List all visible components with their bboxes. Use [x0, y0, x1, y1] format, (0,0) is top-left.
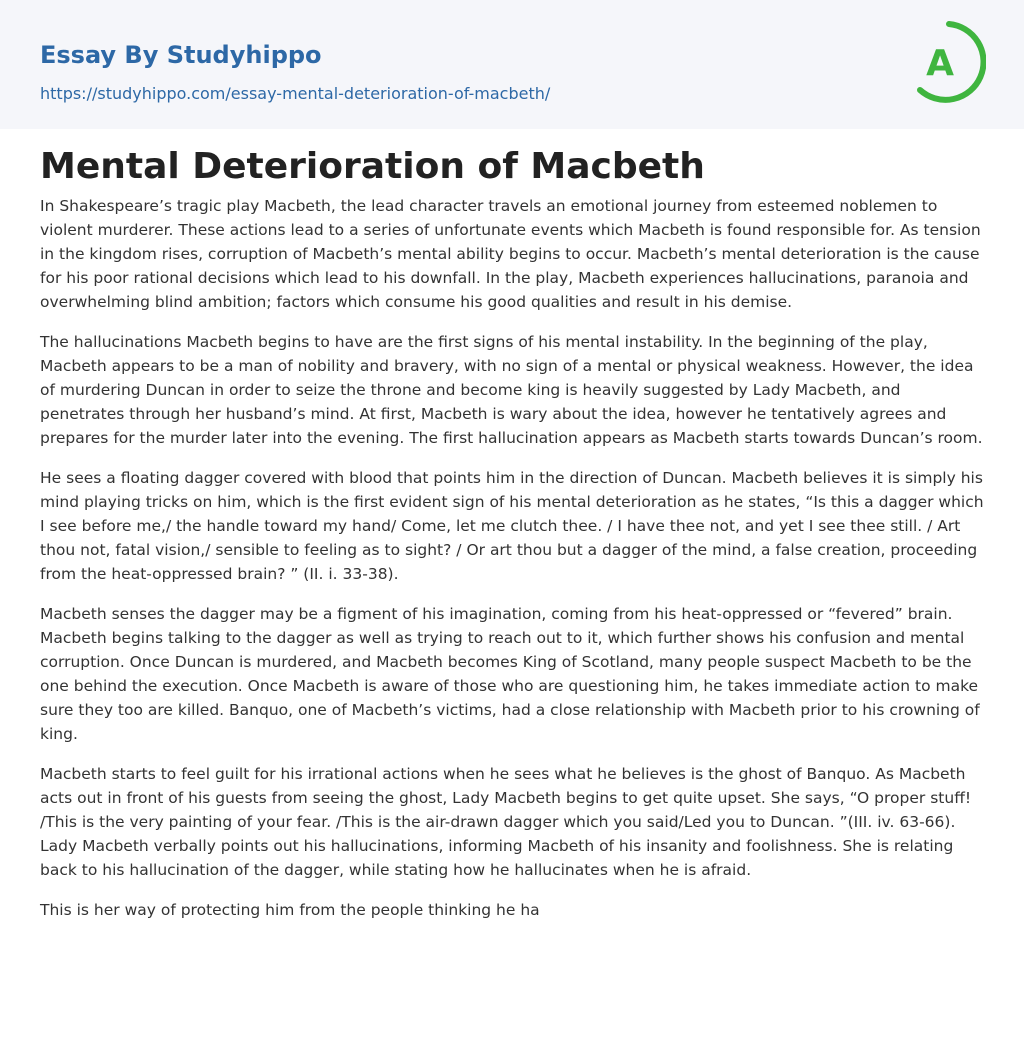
- essay-paragraph: Macbeth senses the dagger may be a figment of his imagination, coming from his heat-oppressed or “fevered” brain. Macbeth begins talking to the dagger as well as trying to reach out to it, which further shows his confusion and mental corruption. Once Duncan is murdered, and Macbeth becomes King of Scotland, many people suspect Macbeth to be the one behind the execution. Once Macbeth is aware of those who are questioning him, he takes immediate action to make sure they too are killed. Banquo, one of Macbeth’s victims, had a close relationship with Macbeth prior to his crowning of king.: [40, 605, 980, 743]
- essay-paragraph: In Shakespeare’s tragic play Macbeth, the lead character travels an emotional journey from esteemed noblemen to violent murderer. These actions lead to a series of unfortunate events which Macbeth is found responsible for. As tension in the kingdom rises, corruption of Macbeth’s mental ability begins to occur. Macbeth’s mental deterioration is the cause for his poor rational decisions which lead to his downfall. In the play, Macbeth experiences hallucinations, paranoia and overwhelming blind ambition; factors which consume his good qualities and result in his demise.: [40, 197, 981, 311]
- essay-paragraph: Macbeth starts to feel guilt for his irrational actions when he sees what he believes is the ghost of Banquo. As Macbeth acts out in front of his guests from seeing the ghost, Lady Macbeth begins to get quite upset. She says, “O proper stuff! /This is the very painting of your fear. /This is the air-drawn dagger which you said/Led you to Duncan. ”(III. iv. 63-66). Lady Macbeth verbally points out his hallucinations, informing Macbeth of his insanity and foolishness. She is relating back to his hallucination of the dagger, while stating how he hallucinates when he is afraid.: [40, 765, 972, 879]
- essay-body: [40, 194, 984, 938]
- site-header: [0, 0, 1024, 129]
- logo-letter: A: [926, 43, 954, 84]
- essay-paragraph: The hallucinations Macbeth begins to have are the first signs of his mental instability. In the beginning of the play, Macbeth appears to be a man of nobility and bravery, with no sign of a mental or physical weakness. However, the idea of murdering Duncan in order to seize the throne and become king is heavily suggested by Lady Macbeth, and penetrates through her husband’s mind. At first, Macbeth is wary about the idea, however he tentatively agrees and prepares for the murder later into the evening. The first hallucination appears as Macbeth starts towards Duncan’s room.: [40, 333, 983, 447]
- page-title: Mental Deterioration of Macbeth: [40, 146, 705, 187]
- essay-url-link[interactable]: https://studyhippo.com/essay-mental-deterioration-of-macbeth/: [40, 84, 551, 103]
- studyhippo-logo-icon[interactable]: [912, 19, 986, 105]
- essay-paragraph: He sees a floating dagger covered with blood that points him in the direction of Duncan. Macbeth believes it is simply his mind playing tricks on him, which is the first evident sign of his mental deterioration as he states, “Is this a dagger which I see before me,/ the handle toward my hand/ Come, let me clutch thee. / I have thee not, and yet I see thee still. / Art thou not, fatal vision,/ sensible to feeling as to sight? / Or art thou but a dagger of the mind, a false creation, proceeding from the heat-oppressed brain? ” (II. i. 33-38).: [40, 469, 984, 583]
- site-brand[interactable]: Essay By Studyhippo: [40, 41, 322, 69]
- essay-paragraph-truncated: This is her way of protecting him from the people thinking he ha: [40, 901, 540, 919]
